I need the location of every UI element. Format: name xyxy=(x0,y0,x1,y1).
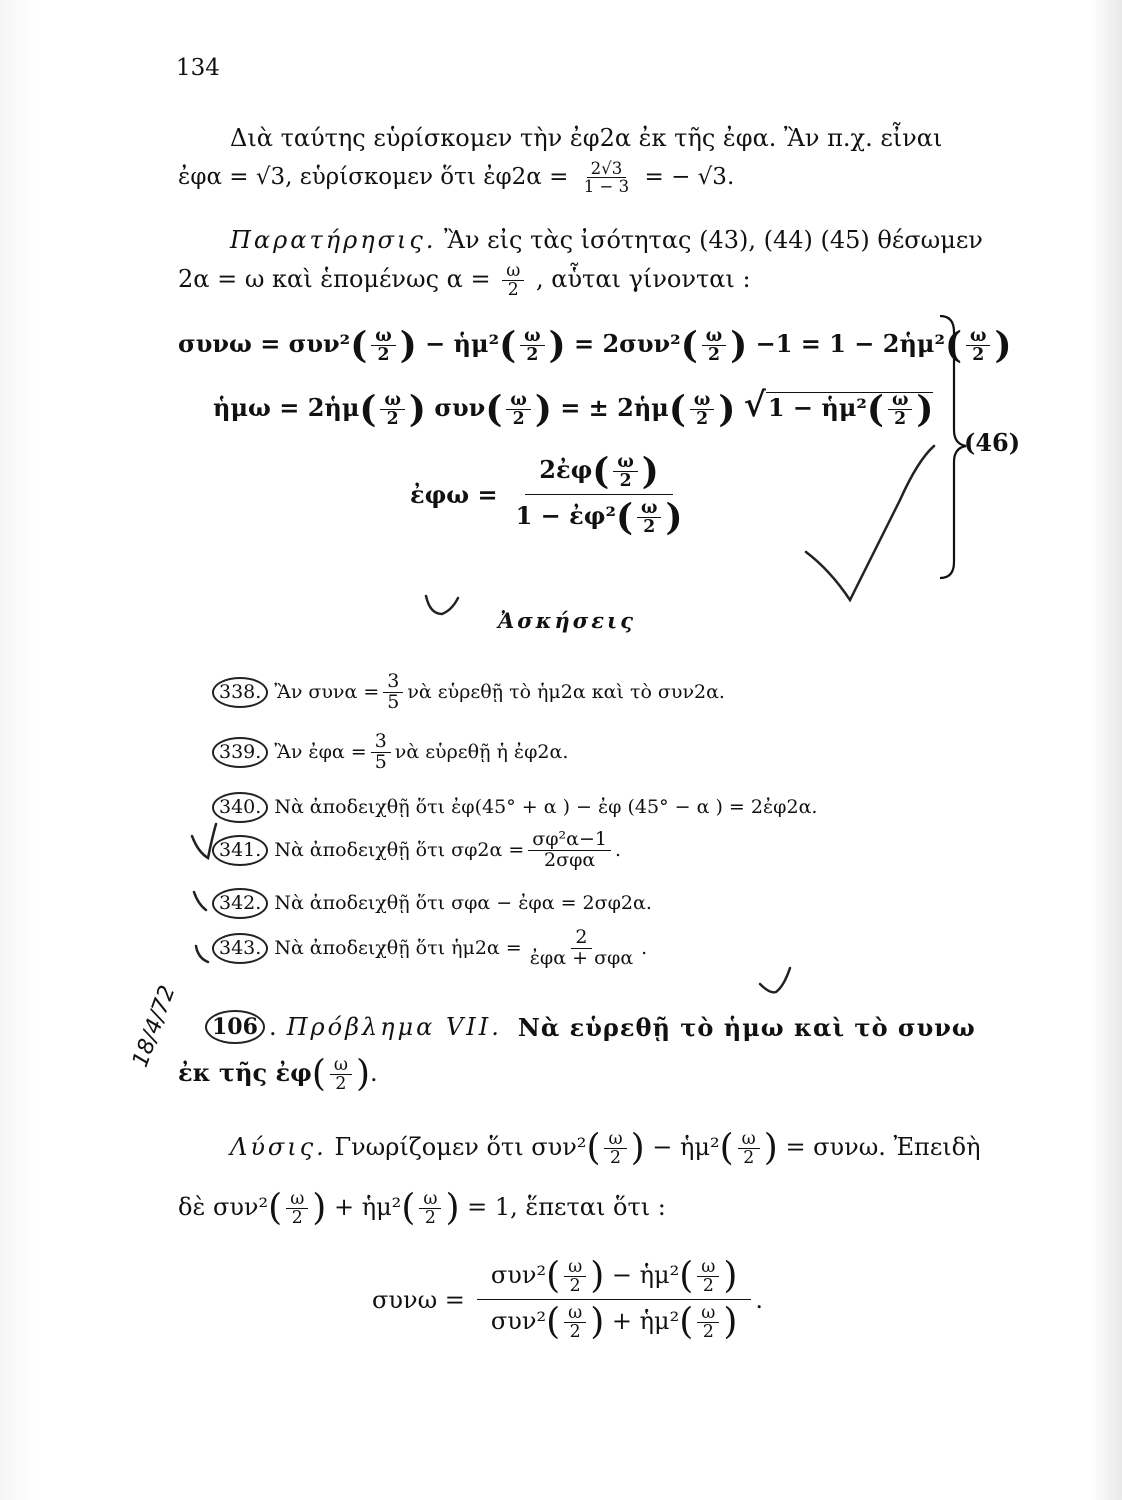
formula-tan: ἐφω = 2ἐφ( $\frac{\omega}{2}$ ) 1 − ἐφ²( $\frac{\omega}{2}$ ) xyxy=(410,450,683,539)
remark-line-2: 2α = ω καὶ ἑπομένως α = $\frac{\omega}{2}$ , αὗται γίνονται : xyxy=(178,261,751,301)
problem-number-circle: 106 xyxy=(205,1010,265,1044)
solution-final-formula: συνω = συν²( $\frac{\omega}{2}$ ) − ἡμ²( $\frac{\omega}{2}$ ) συν²( $\frac{\omega}{2}$ ) + ἡμ²( $\frac{\omega}{2}$ ) . xyxy=(372,1255,764,1343)
solution-line-2: δὲ συν²( $\frac{\omega}{2}$ ) + ἡμ²( $\frac{\omega}{2}$ ) = 1, ἕπεται ὅτι : xyxy=(178,1187,666,1229)
exercise-number-circle: 341. xyxy=(212,835,268,866)
page-number: 134 xyxy=(176,55,220,81)
paragraph-line-1: Διὰ ταύτης εὑρίσκομεν τὴν ἐφ2α ἐκ τῆς ἐφα. Ἂν π.χ. εἶναι xyxy=(230,124,943,152)
handwritten-date: 18/4/72 xyxy=(128,982,181,1071)
exercise-341: 341. Νὰ ἀποδειχθῇ ὅτι σφ2α = $\frac{\text{σφ²α−1}}{\text{2σφα}}$ . xyxy=(212,830,621,871)
small-check-icon xyxy=(756,964,796,1004)
exercise-343: 343. Νὰ ἀποδειχθῇ ὅτι ἡμ2α = $\frac{2}{\text{ἐφα + σφα}}$ . xyxy=(212,928,647,969)
small-check-icon xyxy=(422,592,462,622)
equation-label-46: (46) xyxy=(964,428,1021,457)
remark-line-1: Παρατήρησις. Ἂν εἰς τὰς ἰσότητας (43), (44) (45) θέσωμεν xyxy=(230,226,983,254)
margin-ticks-icon xyxy=(186,818,226,968)
problem-line-2: ἐκ τῆς ἐφ( $\frac{\omega}{2}$ ). xyxy=(178,1053,378,1095)
handwritten-check-icon xyxy=(800,440,940,610)
remark-label: Παρατήρησις. xyxy=(230,226,437,254)
formula-cos: συνω = συν²( $\frac{\omega}{2}$ ) − ἡμ²( $\frac{\omega}{2}$ ) = 2συν²( $\frac{\omega}{2}$ ) −1 = 1 − 2ἡμ²( $\frac{\omega}{2}$ ) xyxy=(178,324,1012,367)
solution-label: Λύσις. xyxy=(230,1133,327,1162)
exercise-340: 340. Νὰ ἀποδειχθῇ ὅτι ἐφ(45° + α ) − ἐφ (45° − α ) = 2ἐφ2α. xyxy=(212,792,817,823)
exercise-number-circle: 339. xyxy=(212,737,268,768)
exercise-339: 339. Ἂν ἐφα = $\frac{3}{5}$ νὰ εὑρεθῇ ἡ ἐφ2α. xyxy=(212,732,568,773)
exercise-number-circle: 338. xyxy=(212,677,268,708)
exercise-342: 342. Νὰ ἀποδειχθῇ ὅτι σφα − ἐφα = 2σφ2α. xyxy=(212,888,652,919)
problem-heading: 106 . Πρόβλημα VII. Νὰ εὑρεθῇ τὸ ἡμω καὶ τὸ συνω xyxy=(205,1010,976,1044)
exercise-338: 338. Ἂν συνα = $\frac{3}{5}$ νὰ εὑρεθῇ τὸ ἡμ2α καὶ τὸ συν2α. xyxy=(212,672,725,713)
paragraph-line-2: ἐφα = √3, εὑρίσκομεν ὅτι ἐφ2α = $\frac{2√3}{1 - 3}$ = − √3. xyxy=(178,159,735,197)
exercise-number-circle: 343. xyxy=(212,933,268,964)
exercise-number-circle: 340. xyxy=(212,792,268,823)
exercise-number-circle: 342. xyxy=(212,888,268,919)
formula-sin: ἡμω = 2ἡμ( $\frac{\omega}{2}$ ) συν( $\frac{\omega}{2}$ ) = ± 2ἡμ( $\frac{\omega}{2}$ ) √1 − ἡμ²( $\frac{\omega}{2}$ ) xyxy=(213,384,934,431)
solution-line-1: Λύσις. Γνωρίζομεν ὅτι συν²( $\frac{\omega}{2}$ ) − ἡμ²( $\frac{\omega}{2}$ ) = συνω. Ἐπειδὴ xyxy=(230,1127,981,1169)
exercises-title: Ἀσκήσεις xyxy=(498,608,636,633)
